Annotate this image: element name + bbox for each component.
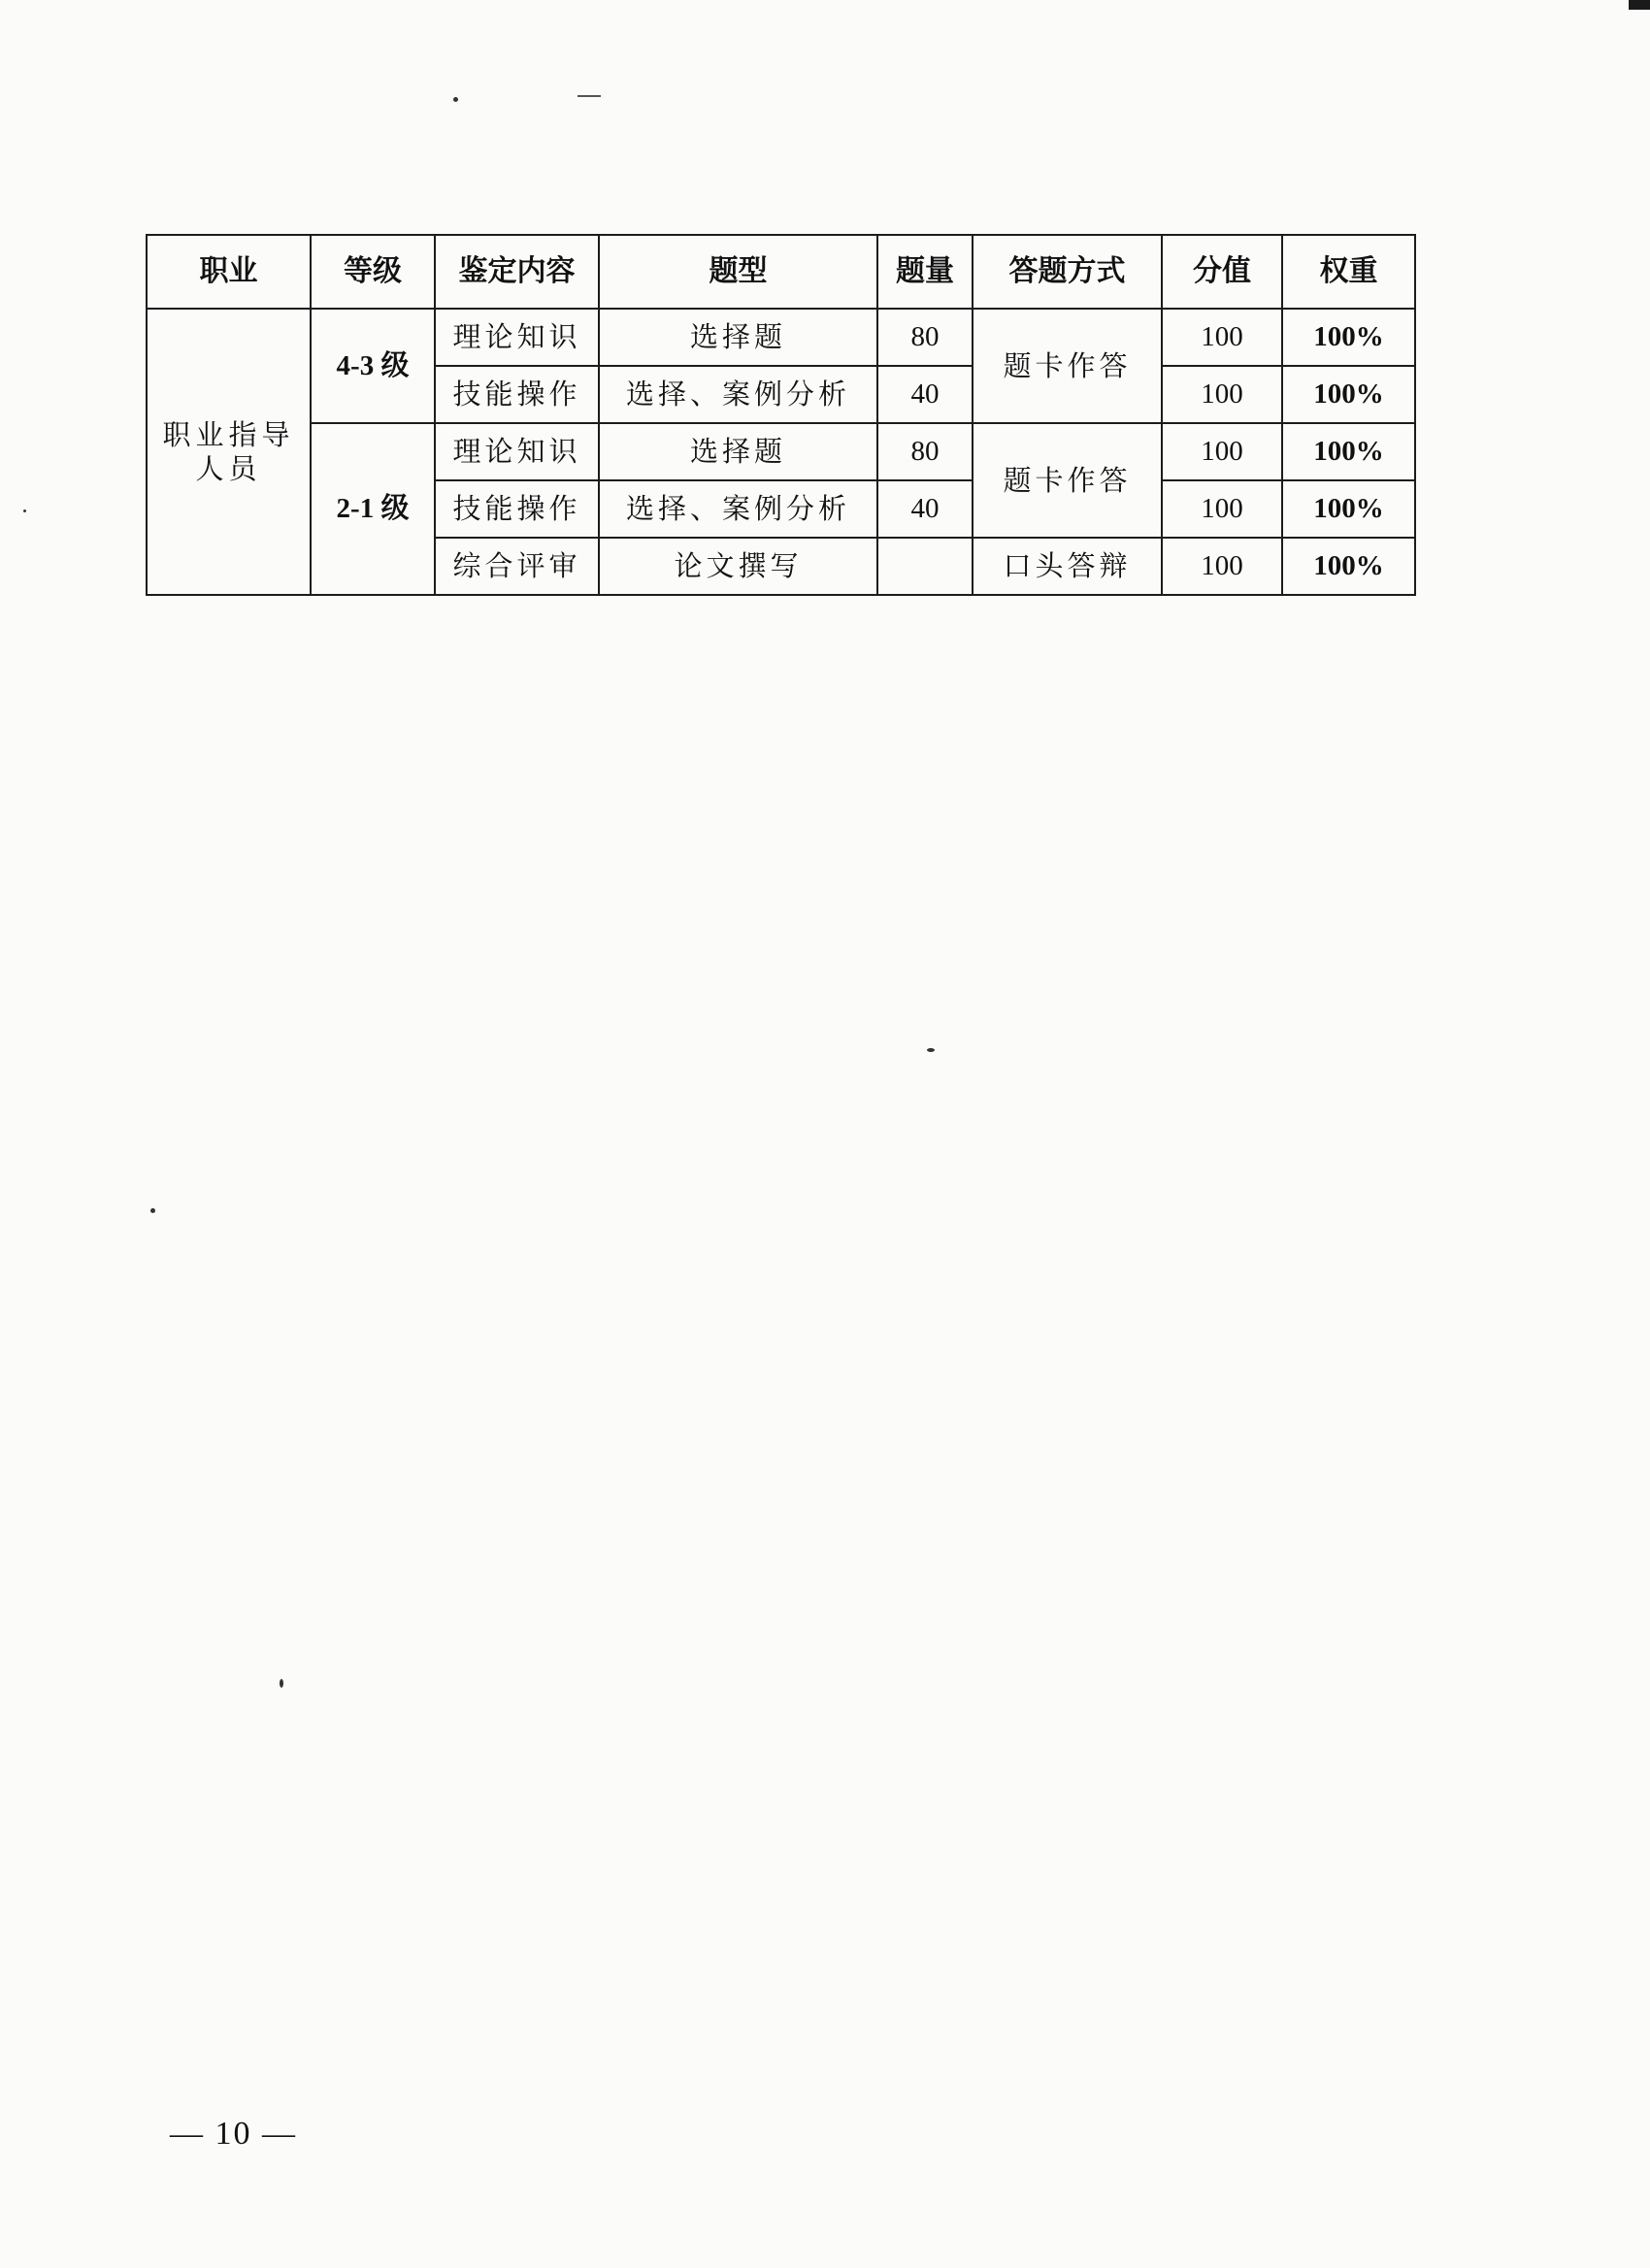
header-weight: 权重: [1282, 235, 1415, 309]
header-score: 分值: [1162, 235, 1282, 309]
level-cell: 4-3 级: [311, 309, 435, 423]
score-cell: 100: [1162, 538, 1282, 595]
weight-cell: 100%: [1282, 366, 1415, 423]
score-cell: 100: [1162, 366, 1282, 423]
score-cell: 100: [1162, 309, 1282, 366]
question-count-cell: 80: [877, 423, 973, 480]
scan-speck: [453, 97, 458, 102]
header-question-type: 题型: [599, 235, 877, 309]
weight-cell: 100%: [1282, 309, 1415, 366]
header-level: 等级: [311, 235, 435, 309]
question-type-cell: 选择题: [599, 423, 877, 480]
content-cell: 理论知识: [435, 309, 599, 366]
question-count-cell: 40: [877, 366, 973, 423]
weight-cell: 100%: [1282, 538, 1415, 595]
content-cell: 综合评审: [435, 538, 599, 595]
assessment-table: [146, 234, 1416, 596]
occupation-cell: [147, 309, 311, 595]
question-type-cell: 选择题: [599, 309, 877, 366]
score-cell: 100: [1162, 423, 1282, 480]
question-type-cell: 选择、案例分析: [599, 366, 877, 423]
answer-method-cell: 题卡作答: [973, 309, 1162, 423]
scan-speck: [150, 1208, 155, 1213]
score-cell: 100: [1162, 480, 1282, 538]
answer-method-cell: 题卡作答: [973, 423, 1162, 538]
content-cell: 理论知识: [435, 423, 599, 480]
header-answer-method: 答题方式: [973, 235, 1162, 309]
question-count-cell: 80: [877, 309, 973, 366]
question-count-cell: [877, 538, 973, 595]
page-number: — 10 —: [170, 2116, 297, 2152]
content-cell: 技能操作: [435, 366, 599, 423]
occupation-line-2: 人员: [195, 451, 262, 485]
header-occupation: 职业: [147, 235, 311, 309]
answer-method-cell: 口头答辩: [973, 538, 1162, 595]
scan-speck: [280, 1679, 283, 1688]
table-row: [147, 309, 1415, 366]
scan-speck: [927, 1048, 935, 1052]
table-row: [147, 423, 1415, 480]
weight-cell: 100%: [1282, 480, 1415, 538]
header-question-count: 题量: [877, 235, 973, 309]
question-count-cell: 40: [877, 480, 973, 538]
level-cell: 2-1 级: [311, 423, 435, 595]
scan-dash: [578, 95, 601, 97]
content-cell: 技能操作: [435, 480, 599, 538]
scan-edge-mark: [1629, 0, 1650, 10]
question-type-cell: 选择、案例分析: [599, 480, 877, 538]
header-content: 鉴定内容: [435, 235, 599, 309]
table-header-row: [147, 235, 1415, 309]
weight-cell: 100%: [1282, 423, 1415, 480]
occupation-line-1: 职业指导: [162, 417, 295, 451]
question-type-cell: 论文撰写: [599, 538, 877, 595]
scan-speck: [23, 509, 26, 512]
